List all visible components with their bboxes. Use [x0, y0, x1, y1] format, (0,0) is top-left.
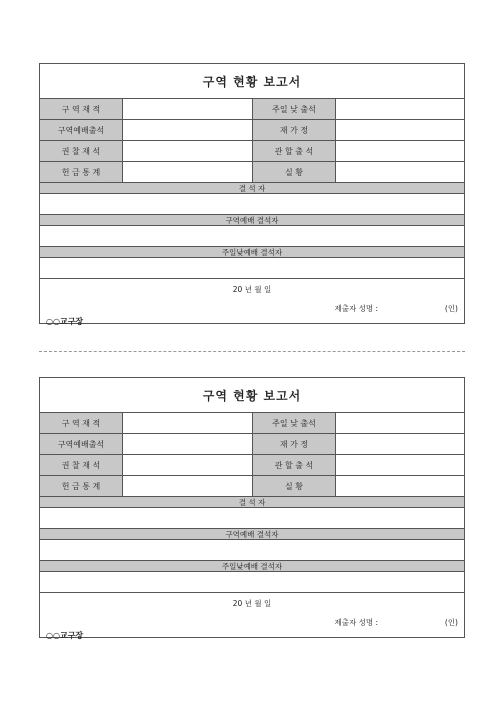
submitter-line: [334, 617, 458, 628]
label-district-attendance: 관 할 출 석: [253, 455, 336, 475]
label-offering-stats: 헌 금 통 계: [40, 162, 123, 182]
field-zone-members[interactable]: [123, 413, 253, 433]
field-absentees[interactable]: [40, 508, 464, 529]
report-title: 구역 현황 보고서: [40, 378, 464, 413]
field-zone-service-attendance[interactable]: [123, 120, 253, 140]
field-offering-stats[interactable]: [123, 476, 253, 496]
label-zone-service-attendance: 구역예배출석: [40, 120, 123, 140]
field-district-attendance[interactable]: [336, 141, 464, 161]
section-zone-service-absentees: 구역예배 결석자: [40, 215, 464, 226]
recipient-label: ○○교구장: [46, 317, 84, 326]
field-zone-members[interactable]: [123, 99, 253, 119]
row-exhortation: [40, 141, 464, 162]
field-actual-status[interactable]: [336, 476, 464, 496]
field-absentees[interactable]: [40, 194, 464, 215]
report-form-top: [39, 63, 465, 324]
date-line: 20 년 월 일: [232, 598, 272, 608]
row-members: [40, 99, 464, 120]
label-sunday-day-attendance: 주일 낮 출석: [253, 99, 336, 119]
row-offering: [40, 162, 464, 183]
section-absentees: 결 석 자: [40, 183, 464, 194]
submitter-label: 제출자 성명 :: [334, 304, 378, 313]
label-zone-service-attendance: 구역예배출석: [40, 434, 123, 454]
label-visitation: 재 가 정: [253, 120, 336, 140]
label-actual-status: 실 황: [253, 476, 336, 496]
label-exhortation-members: 권 찰 재 석: [40, 455, 123, 475]
field-sunday-day-absentees[interactable]: [40, 572, 464, 593]
submitter-label: 제출자 성명 :: [334, 618, 378, 627]
field-visitation[interactable]: [336, 434, 464, 454]
seal-mark: (인): [444, 304, 458, 313]
field-actual-status[interactable]: [336, 162, 464, 182]
row-zone-attendance: [40, 434, 464, 455]
label-zone-members: 구 역 재 적: [40, 413, 123, 433]
seal-mark: (인): [444, 618, 458, 627]
label-actual-status: 실 황: [253, 162, 336, 182]
field-sunday-day-attendance[interactable]: [336, 413, 464, 433]
field-offering-stats[interactable]: [123, 162, 253, 182]
section-absentees: 결 석 자: [40, 497, 464, 508]
label-visitation: 재 가 정: [253, 434, 336, 454]
row-members: [40, 413, 464, 434]
field-exhortation-members[interactable]: [123, 455, 253, 475]
recipient-label: ○○교구장: [46, 631, 84, 640]
row-zone-attendance: [40, 120, 464, 141]
field-visitation[interactable]: [336, 120, 464, 140]
label-zone-members: 구 역 재 적: [40, 99, 123, 119]
field-district-attendance[interactable]: [336, 455, 464, 475]
label-district-attendance: 관 할 출 석: [253, 141, 336, 161]
submitter-line: [334, 303, 458, 314]
field-exhortation-members[interactable]: [123, 141, 253, 161]
cut-line: [39, 351, 465, 352]
label-offering-stats: 헌 금 통 계: [40, 476, 123, 496]
row-exhortation: [40, 455, 464, 476]
field-zone-service-attendance[interactable]: [123, 434, 253, 454]
section-sunday-day-absentees: 주일낮예배 결석자: [40, 561, 464, 572]
report-title: 구역 현황 보고서: [40, 64, 464, 99]
date-line: 20 년 월 일: [232, 284, 272, 294]
section-zone-service-absentees: 구역예배 결석자: [40, 529, 464, 540]
section-sunday-day-absentees: 주일낮예배 결석자: [40, 247, 464, 258]
field-zone-service-absentees[interactable]: [40, 540, 464, 561]
row-offering: [40, 476, 464, 497]
report-form-bottom: [39, 377, 465, 638]
label-exhortation-members: 권 찰 재 석: [40, 141, 123, 161]
field-sunday-day-absentees[interactable]: [40, 258, 464, 279]
field-zone-service-absentees[interactable]: [40, 226, 464, 247]
field-sunday-day-attendance[interactable]: [336, 99, 464, 119]
label-sunday-day-attendance: 주일 낮 출석: [253, 413, 336, 433]
